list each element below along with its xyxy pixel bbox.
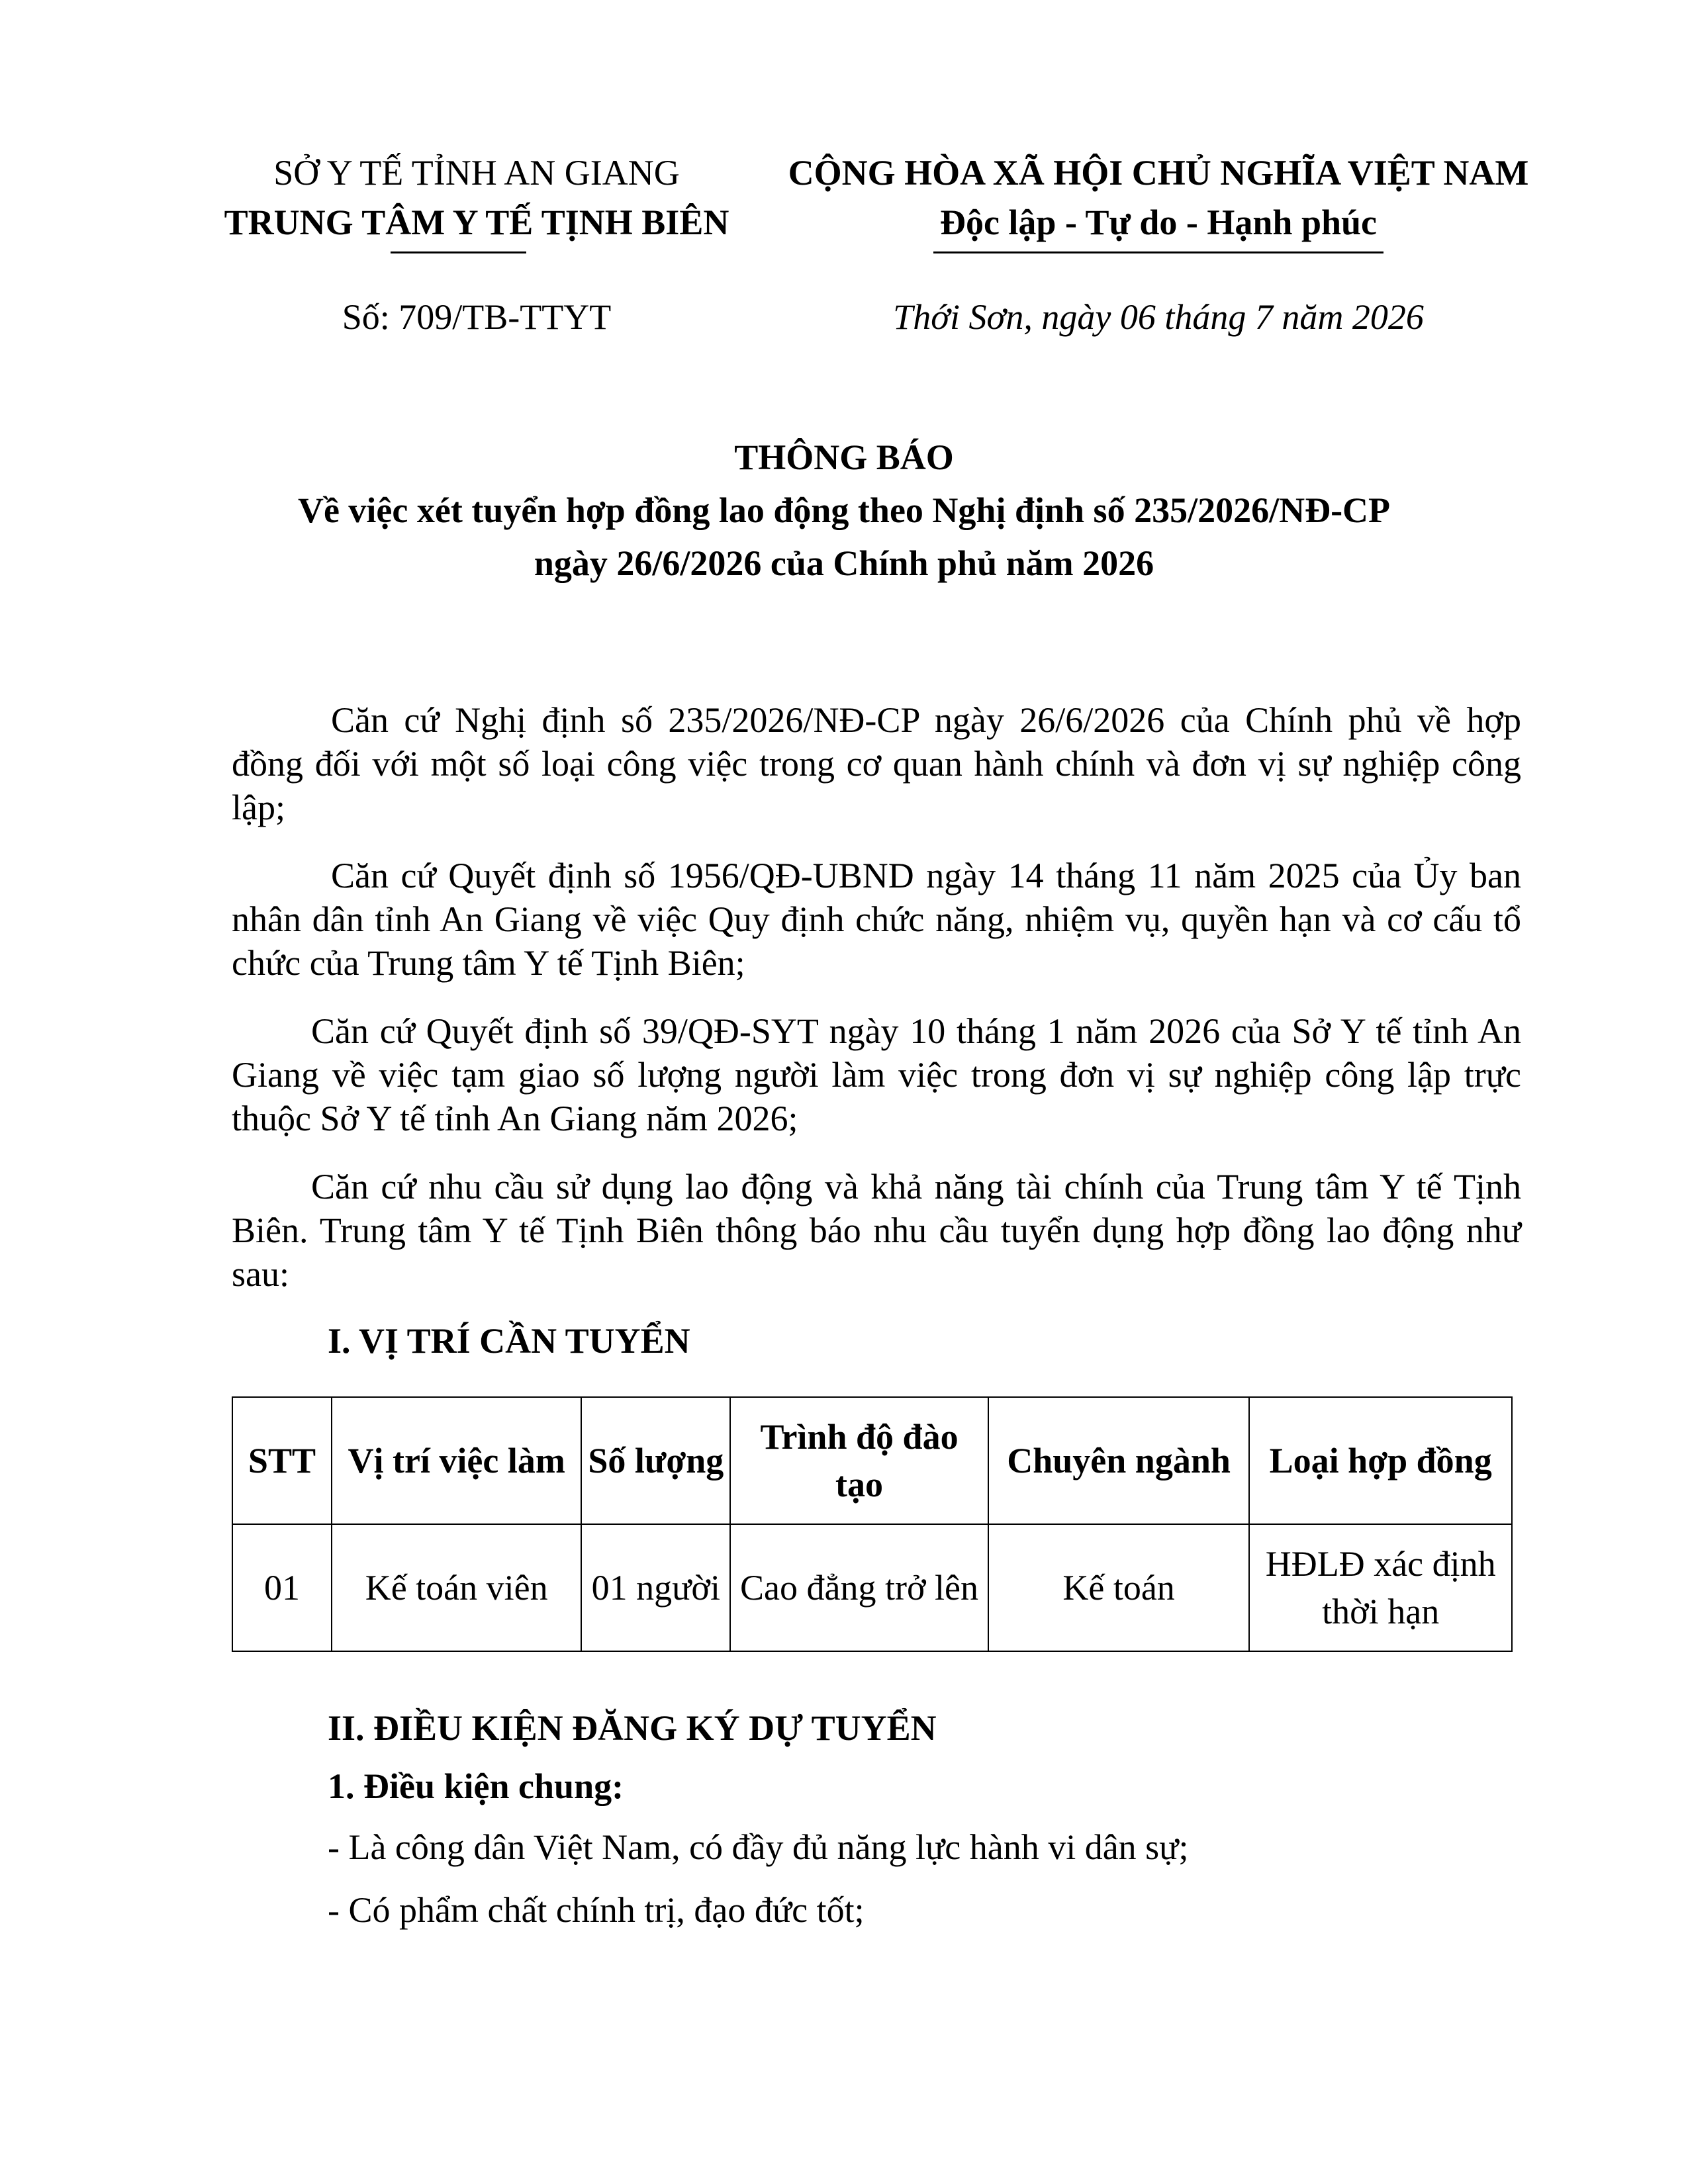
motto-underline (933, 251, 1383, 253)
column-header-quantity: Số lượng (581, 1397, 730, 1524)
organization-underline (391, 251, 526, 253)
column-header-stt: STT (232, 1397, 332, 1524)
table-cell-education: Cao đẳng trở lên (730, 1524, 988, 1651)
table-cell-stt: 01 (232, 1524, 332, 1651)
column-header-contract-type: Loại hợp đồng (1249, 1397, 1512, 1524)
column-header-major: Chuyên ngành (988, 1397, 1250, 1524)
table-cell-contract-type: HĐLĐ xác định thời hạn (1249, 1524, 1512, 1651)
table-header-row (232, 1397, 1512, 1524)
needs-paragraph: Căn cứ nhu cầu sử dụng lao động và khả năng tài chính của Trung tâm Y tế Tịnh Biên. Trung tâm Y tế Tịnh Biên thông báo nhu cầu tuyển dụng hợp đồng lao động như sau: (232, 1167, 1521, 1294)
document-subject-line-1: Về việc xét tuyển hợp đồng lao động theo Nghị định số 235/2026/NĐ-CP (297, 490, 1391, 530)
table-row (232, 1524, 1512, 1651)
subsection-heading-general: 1. Điều kiện chung: (328, 1766, 624, 1806)
national-motto: Độc lập - Tự do - Hạnh phúc (939, 203, 1378, 242)
section-heading-positions: I. VỊ TRÍ CẦN TUYỂN (328, 1321, 690, 1361)
place-and-date: Thới Sơn, ngày 06 tháng 7 năm 2026 (893, 297, 1424, 337)
organization-name: TRUNG TÂM Y TẾ TỊNH BIÊN (224, 203, 729, 242)
legal-basis-paragraph-1: Căn cứ Nghị định số 235/2026/NĐ-CP ngày 26/6/2026 của Chính phủ về hợp đồng đối với một số loại công việc trong cơ quan hành chính và đơn vị sự nghiệp công lập; (232, 700, 1521, 827)
column-header-position: Vị trí việc làm (332, 1397, 581, 1524)
recruitment-positions-table (232, 1396, 1513, 1652)
section-heading-conditions: II. ĐIỀU KIỆN ĐĂNG KÝ DỰ TUYỂN (328, 1708, 937, 1748)
condition-item: - Có phẩm chất chính trị, đạo đức tốt; (328, 1890, 865, 1930)
condition-item: - Là công dân Việt Nam, có đầy đủ năng lực hành vi dân sự; (328, 1827, 1189, 1867)
document-subject-line-2: ngày 26/6/2026 của Chính phủ năm 2026 (534, 543, 1154, 583)
document-number: Số: 709/TB-TTYT (342, 297, 612, 337)
table-cell-quantity: 01 người (581, 1524, 730, 1651)
document-type-title: THÔNG BÁO (734, 437, 954, 477)
legal-basis-paragraph-3: Căn cứ Quyết định số 39/QĐ-SYT ngày 10 tháng 1 năm 2026 của Sở Y tế tỉnh An Giang về việc tạm giao số lượng người làm việc trong đơn vị sự nghiệp công lập trực thuộc Sở Y tế tỉnh An Giang năm 2026; (232, 1011, 1521, 1138)
national-title: CỘNG HÒA XÃ HỘI CHỦ NGHĨA VIỆT NAM (788, 153, 1529, 193)
column-header-education: Trình độ đào tạo (730, 1397, 988, 1524)
table-cell-position: Kế toán viên (332, 1524, 581, 1651)
table-cell-major: Kế toán (988, 1524, 1250, 1651)
parent-organization: SỞ Y TẾ TỈNH AN GIANG (273, 153, 680, 193)
legal-basis-paragraph-2: Căn cứ Quyết định số 1956/QĐ-UBND ngày 14 tháng 11 năm 2025 của Ủy ban nhân dân tỉnh An Giang về việc Quy định chức năng, nhiệm vụ, quyền hạn và cơ cấu tổ chức của Trung tâm Y tế Tịnh Biên; (232, 856, 1521, 983)
